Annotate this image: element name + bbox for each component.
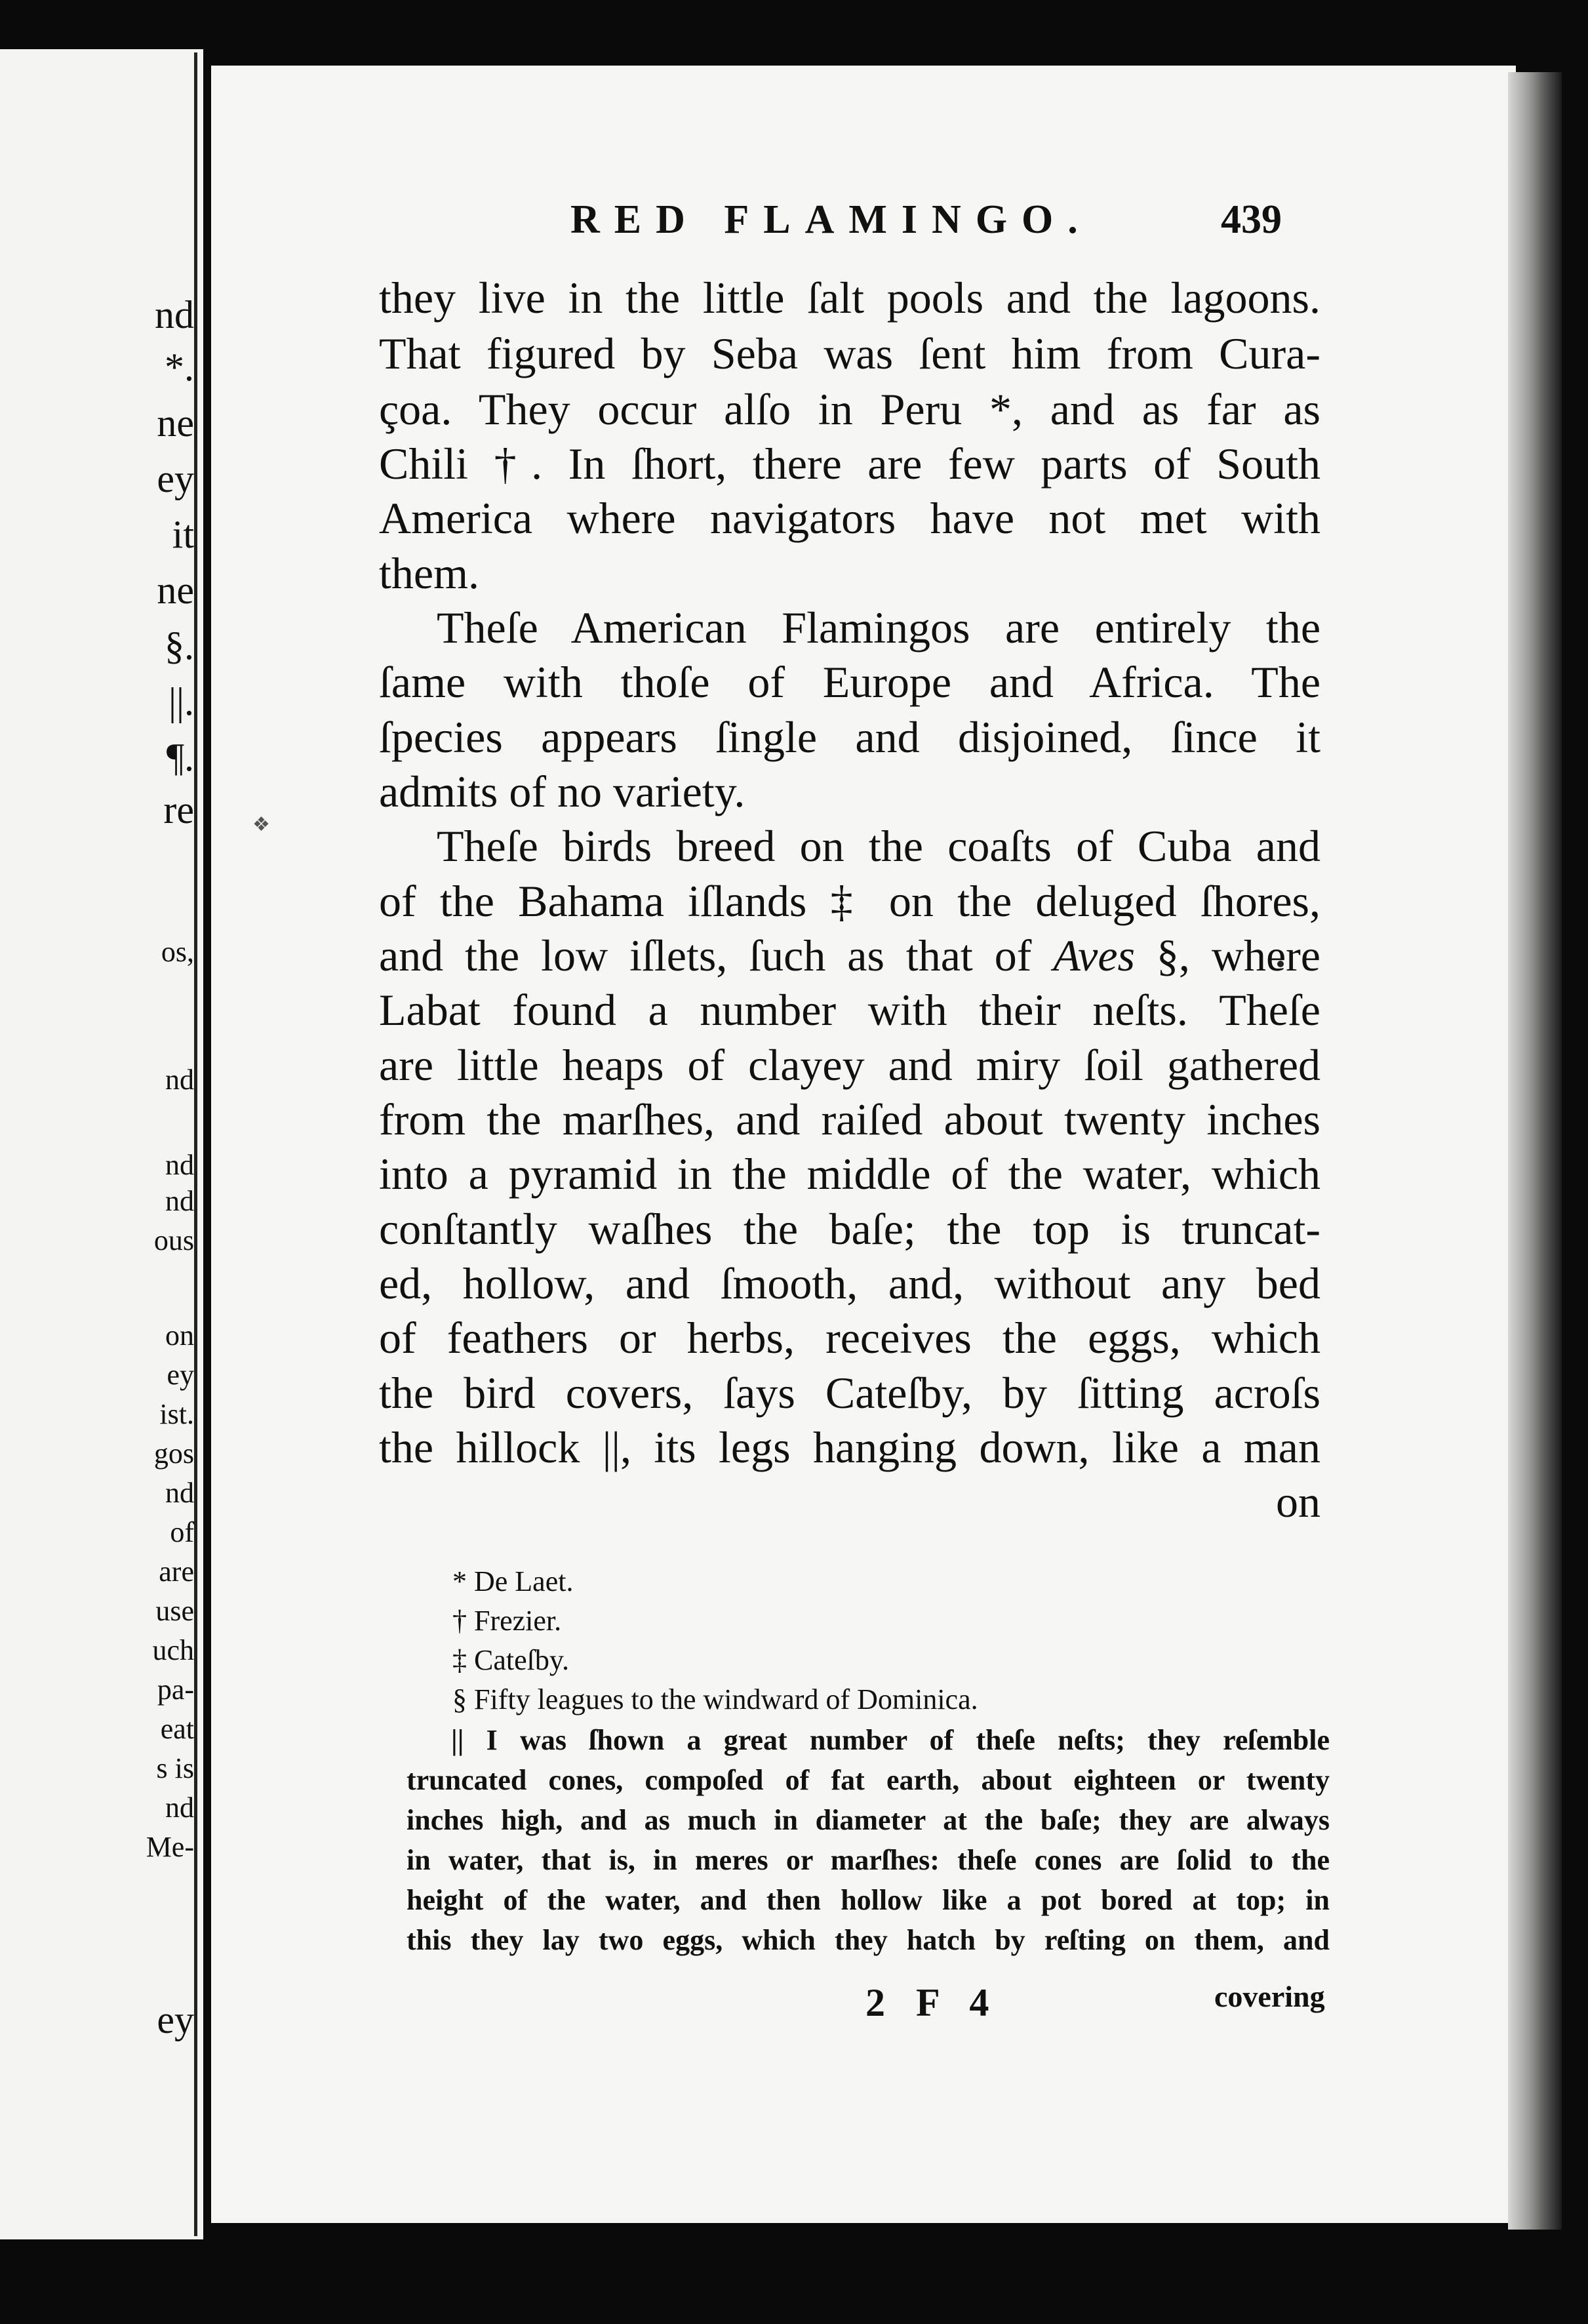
- body-line: them.: [379, 548, 479, 598]
- body-line: Theſe American Flamingos are entirely the: [437, 603, 1320, 652]
- left-page-fragment: nd: [165, 1792, 194, 1824]
- signature-mark: 2 F 4: [865, 1981, 1000, 2024]
- right-page-edge: [1508, 72, 1562, 2230]
- left-page-fragment: ey: [157, 457, 194, 500]
- gutter-line: [194, 52, 197, 2236]
- left-page-fragment: on: [165, 1319, 194, 1352]
- left-page-fragment: ne: [157, 401, 194, 445]
- left-page-fragment: re: [163, 788, 194, 831]
- left-page-fragment: nd: [165, 1185, 194, 1217]
- body-line: Labat found a number with their neſts. Theſe: [379, 985, 1320, 1035]
- left-page-fragment: ¶.: [166, 736, 194, 779]
- left-page-fragment: ey: [167, 1359, 194, 1391]
- body-line: of feathers or herbs, receives the eggs, which: [379, 1313, 1320, 1363]
- body-line: are little heaps of clayey and miry ſoil gathered: [379, 1040, 1320, 1090]
- left-page-fragment: nd: [165, 1477, 194, 1509]
- left-page-fragment: it: [172, 513, 194, 556]
- footnote: || I was ſhown a great number of theſe neſts; they reſemble: [451, 1724, 1330, 1756]
- body-line: ſame with thoſe of Europe and Africa. The: [379, 657, 1320, 707]
- body-line: of the Bahama iſlands ‡ on the deluged ſhores,: [379, 876, 1320, 926]
- left-page-fragment: use: [155, 1595, 194, 1627]
- left-page-fragment: §.: [165, 624, 194, 668]
- body-line: admits of no variety.: [379, 767, 745, 816]
- left-page-fragment: nd: [165, 1064, 194, 1096]
- footnote: in water, that is, in meres or marſhes: theſe cones are ſolid to the: [407, 1844, 1330, 1876]
- left-page-fragment: ous: [153, 1224, 194, 1256]
- body-line: on: [1276, 1477, 1320, 1527]
- left-page-fragment: of: [170, 1516, 194, 1548]
- left-page-fragment: nd: [155, 293, 194, 336]
- body-line: ed, hollow, and ſmooth, and, without any bed: [379, 1258, 1320, 1308]
- footnote: this they lay two eggs, which they hatch by reſting on them, and: [407, 1924, 1330, 1956]
- body-line: America where navigators have not met with: [379, 493, 1320, 543]
- left-page-fragment: ne: [157, 569, 194, 612]
- footnote: height of the water, and then hollow like a pot bored at top; in: [407, 1884, 1330, 1916]
- body-line: Chili †. In ſhort, there are few parts of South: [379, 439, 1320, 489]
- body-line: the bird covers, ſays Cateſby, by ſitting acroſs: [379, 1368, 1320, 1418]
- footnote: ‡ Cateſby.: [452, 1644, 569, 1676]
- left-page-fragment: Me-: [146, 1831, 194, 1863]
- left-page-fragment: pa-: [157, 1673, 194, 1706]
- left-page-fragment: *.: [165, 346, 194, 389]
- left-page-fragment: s is: [156, 1752, 194, 1784]
- left-page-fragment: eat: [160, 1713, 194, 1745]
- left-page-fragment: ey: [157, 1998, 194, 2041]
- footnote: † Frezier.: [452, 1605, 562, 1637]
- catchword: covering: [1214, 1980, 1325, 2013]
- body-line: çoa. They occur alſo in Peru *, and as far as: [379, 384, 1320, 434]
- left-page-fragment: ist.: [159, 1398, 194, 1430]
- body-line: That figured by Seba was ſent him from Cura-: [379, 329, 1320, 378]
- left-page-fragment: gos: [153, 1437, 194, 1470]
- body-line: ſpecies appears ſingle and disjoined, ſince it: [379, 712, 1320, 762]
- running-head: RED FLAMINGO.: [570, 197, 1092, 242]
- body-line: they live in the little ſalt pools and the lagoons.: [379, 273, 1320, 323]
- body-line: Theſe birds breed on the coaſts of Cuba and: [437, 821, 1320, 871]
- footnote: truncated cones, compoſed of fat earth, about eighteen or twenty: [407, 1764, 1330, 1796]
- left-page-fragment: ||.: [168, 680, 194, 723]
- footnote: * De Laet.: [452, 1565, 574, 1597]
- left-page-fragment: are: [159, 1555, 194, 1588]
- body-line: the hillock ||, its legs hanging down, like a man: [379, 1422, 1320, 1472]
- left-page-fragment: os,: [161, 936, 194, 968]
- body-line: conſtantly waſhes the baſe; the top is truncat-: [379, 1204, 1320, 1254]
- body-line: from the marſhes, and raiſed about twenty inches: [379, 1094, 1320, 1144]
- page-number: 439: [1221, 197, 1282, 242]
- body-line: into a pyramid in the middle of the water, which: [379, 1149, 1320, 1199]
- left-page-edge: [0, 49, 203, 2239]
- footnote: § Fifty leagues to the windward of Dominica.: [452, 1683, 978, 1715]
- left-page-fragment: uch: [152, 1634, 194, 1666]
- ink-speck: ❖: [252, 814, 270, 835]
- footnote: inches high, and as much in diameter at the baſe; they are always: [407, 1804, 1330, 1836]
- left-page-fragment: nd: [165, 1149, 194, 1181]
- body-line: and the low iſlets, ſuch as that of Aves §, where: [379, 931, 1320, 980]
